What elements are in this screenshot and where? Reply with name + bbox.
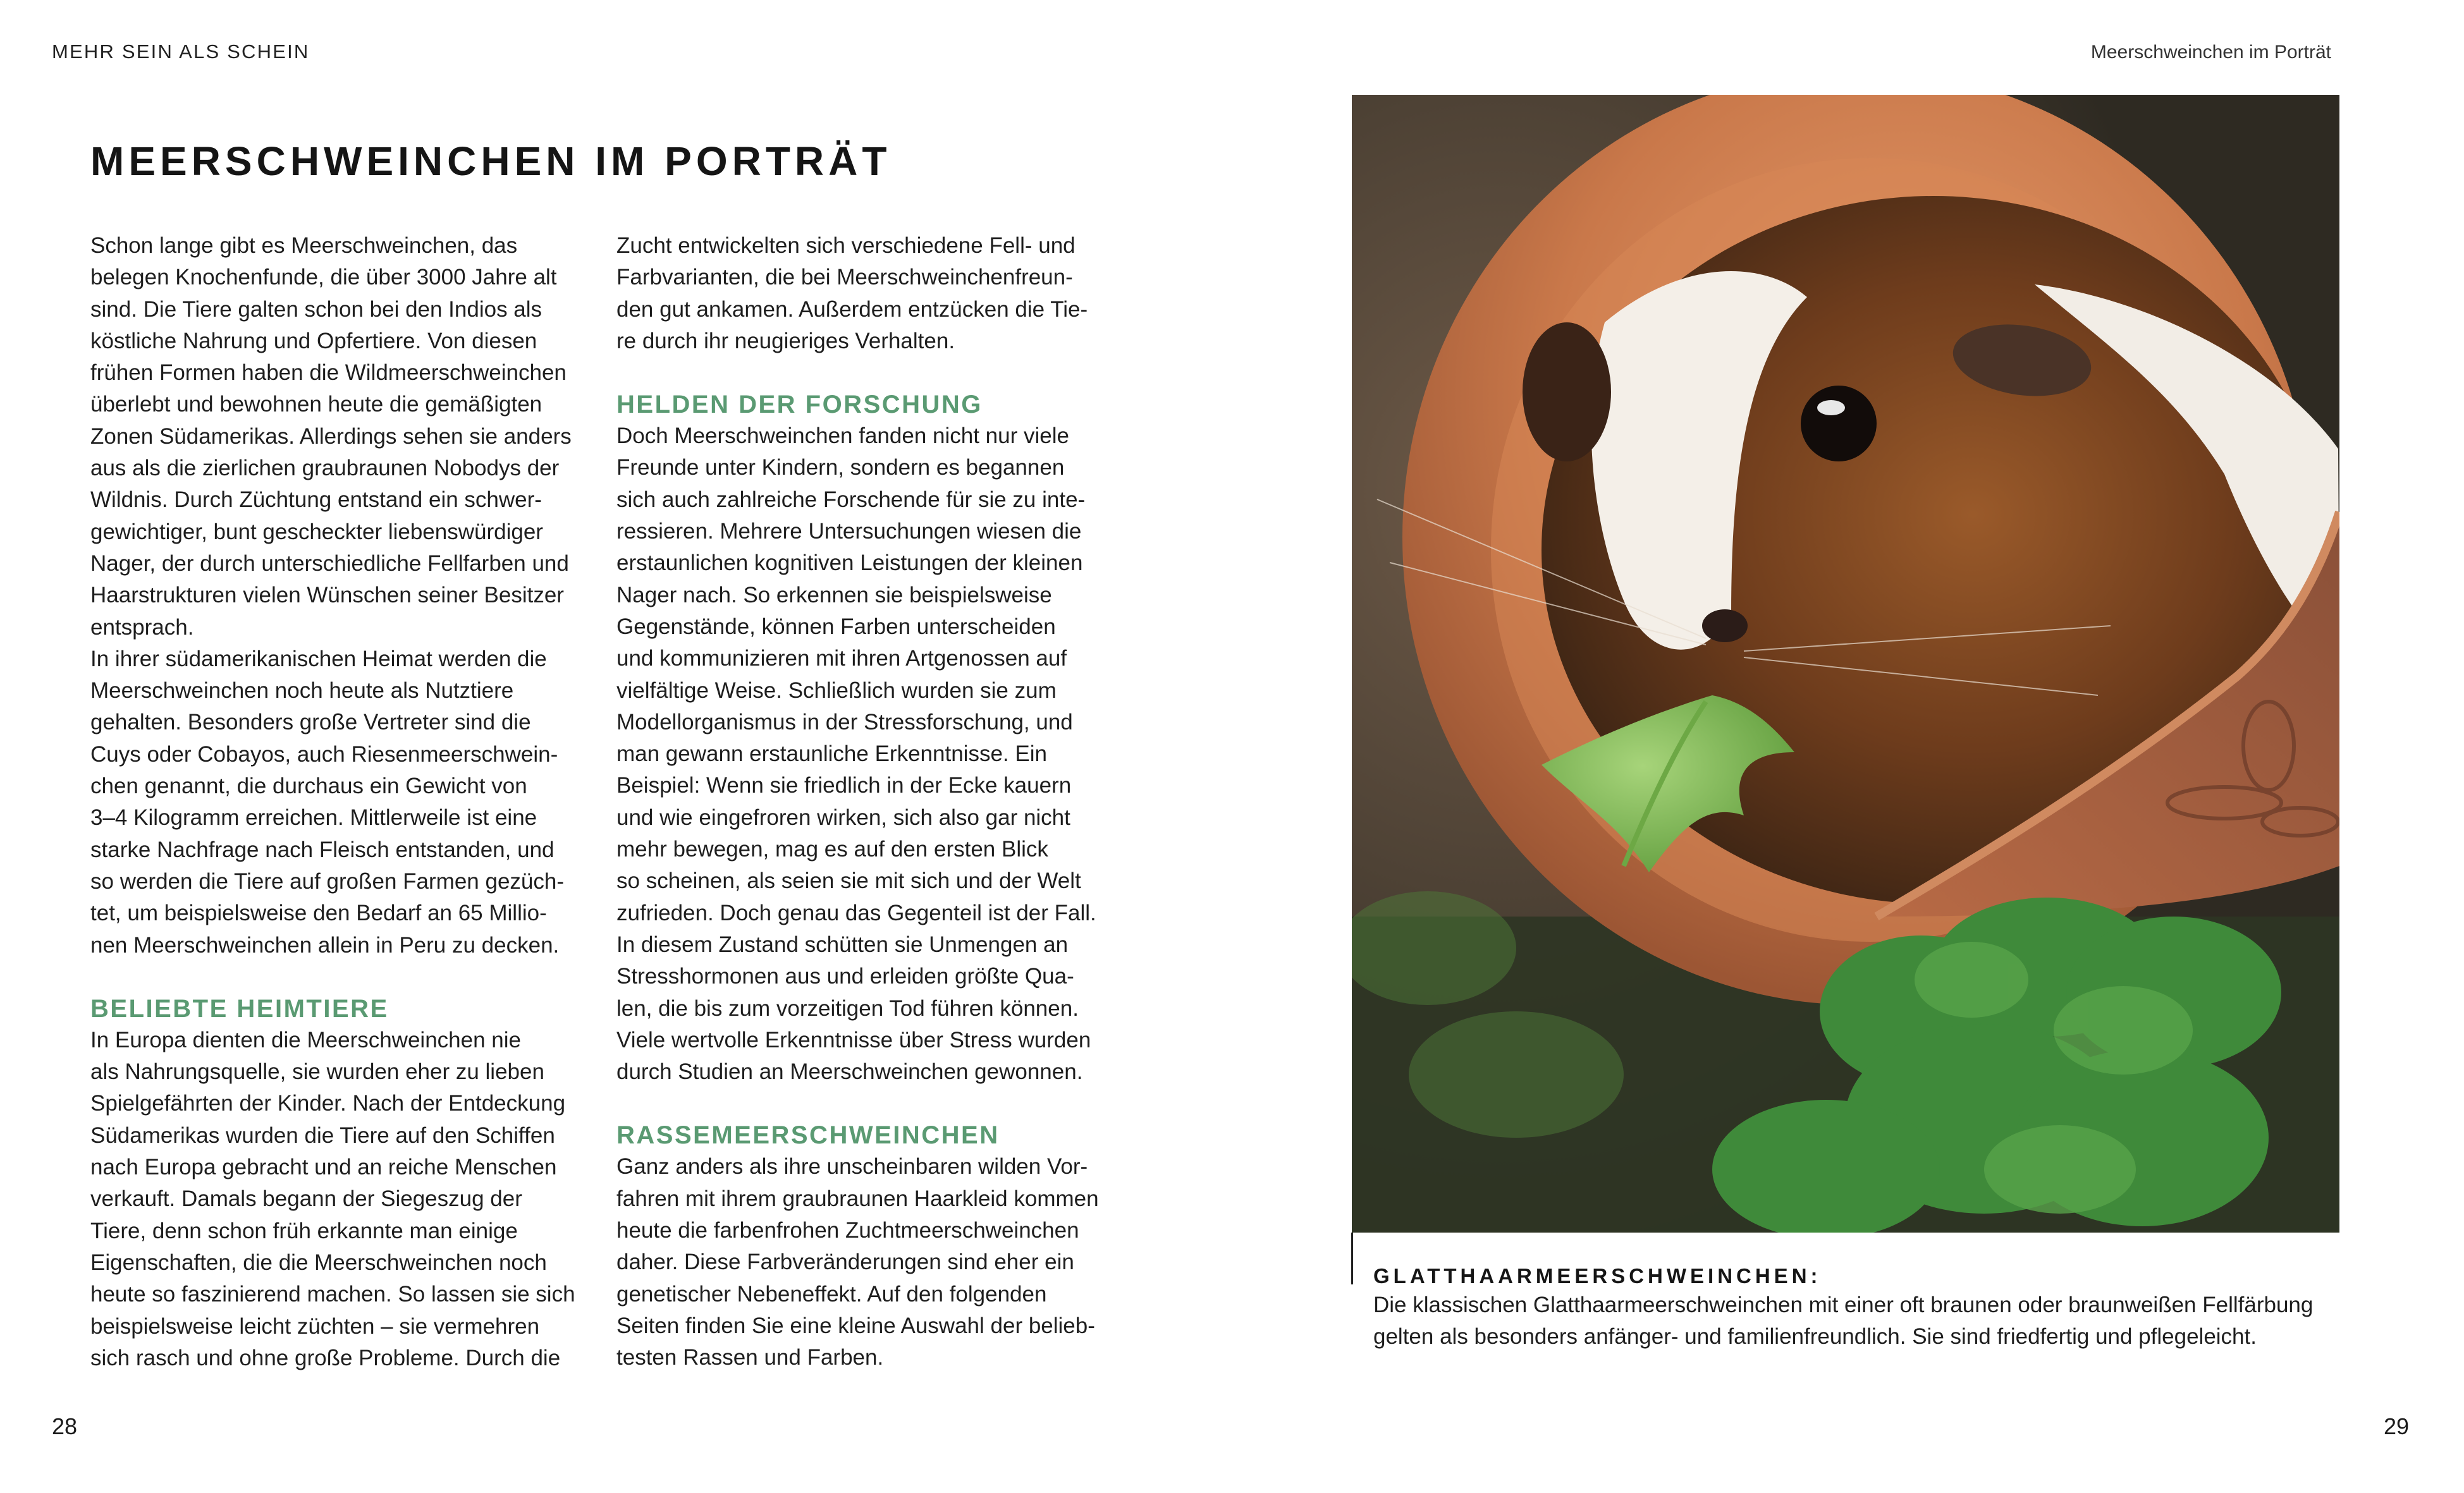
text-line: Zonen Südamerikas. Allerdings sehen sie anders [90, 424, 572, 449]
text-line: Wildnis. Durch Züchtung entstand ein schwer- [90, 487, 542, 513]
text-line: Seiten finden Sie eine kleine Auswahl der belieb- [616, 1313, 1095, 1338]
caption-line: gelten als besonders anfänger- und familienfreundlich. Sie sind friedfertig und pflegeleicht. [1373, 1324, 2257, 1349]
text-line: aus als die zierlichen graubraunen Nobodys der [90, 456, 560, 481]
text-line: len, die bis zum vorzeitigen Tod führen können. [616, 996, 1079, 1021]
text-line: als Nahrungsquelle, sie wurden eher zu lieben [90, 1059, 544, 1085]
text-line: heute so faszinierend machen. So lassen sie sich [90, 1282, 575, 1307]
section-paragraph [616, 1151, 1122, 1374]
running-head-left: MEHR SEIN ALS SCHEIN [52, 40, 310, 63]
text-line: re durch ihr neugieriges Verhalten. [616, 328, 955, 353]
text-line: Freunde unter Kindern, sondern es begannen [616, 455, 1065, 480]
text-line: Spielgefährten der Kinder. Nach der Entdeckung [90, 1091, 566, 1116]
page-title: MEERSCHWEINCHEN IM PORTRÄT [90, 138, 892, 184]
text-line: 3–4 Kilogramm erreichen. Mittlerweile ist eine [90, 805, 537, 831]
text-line: überlebt und bewohnen heute die gemäßigten [90, 392, 542, 417]
text-line: man gewann erstaunliche Erkenntnisse. Ein [616, 741, 1047, 767]
text-line: Modellorganismus in der Stressforschung, und [616, 709, 1073, 734]
left-column [90, 230, 596, 1374]
text-line: genetischer Nebeneffekt. Auf den folgenden [616, 1281, 1047, 1307]
middle-column [616, 230, 1122, 1374]
text-line: daher. Diese Farbveränderungen sind eher ein [616, 1250, 1074, 1275]
text-line: sich rasch und ohne große Probleme. Durch die [90, 1345, 561, 1370]
text-line: durch Studien an Meerschweinchen gewonnen. [616, 1059, 1083, 1085]
text-line: Cuys oder Cobayos, auch Riesenmeerschwein- [90, 741, 558, 767]
text-line: In Europa dienten die Meerschweinchen nie [90, 1027, 521, 1052]
text-line: belegen Knochenfunde, die über 3000 Jahre alt [90, 265, 557, 290]
text-line: Meerschweinchen noch heute als Nutztiere [90, 678, 514, 704]
text-line: testen Rassen und Farben. [616, 1345, 884, 1370]
running-head-right: Meerschweinchen im Porträt [2090, 42, 2331, 63]
guinea-pig-photo [1352, 95, 2339, 1233]
text-line: nach Europa gebracht und an reiche Menschen [90, 1155, 557, 1180]
text-line: Zucht entwickelten sich verschiedene Fell- und [616, 233, 1076, 258]
text-line: Doch Meerschweinchen fanden nicht nur viele [616, 424, 1069, 449]
text-line: und kommunizieren mit ihren Artgenossen auf [616, 646, 1067, 671]
page-number-left: 28 [52, 1413, 78, 1439]
caption-rule [1351, 1233, 1353, 1284]
text-line: Gegenstände, können Farben unterscheiden [616, 614, 1056, 639]
intro-paragraph [90, 230, 596, 961]
text-line: gewichtiger, bunt gescheckter liebenswürdiger [90, 519, 543, 544]
text-line: zufrieden. Doch genau das Gegenteil ist der Fall. [616, 900, 1096, 925]
text-line: Stresshormonen aus und erleiden größte Qua- [616, 964, 1074, 989]
text-line: tet, um beispielsweise den Bedarf an 65 Millio- [90, 901, 547, 926]
text-line: erstaunlichen kognitiven Leistungen der kleinen [616, 551, 1083, 576]
caption-body [1373, 1289, 2313, 1353]
text-line: Farbvarianten, die bei Meerschweinchenfreun- [616, 265, 1073, 290]
text-line: ressieren. Mehrere Untersuchungen wiesen die [616, 519, 1082, 544]
text-line: Ganz anders als ihre unscheinbaren wilden Vor- [616, 1154, 1088, 1179]
text-line: verkauft. Damals begann der Siegeszug der [90, 1186, 522, 1212]
text-line: Nager nach. So erkennen sie beispielsweise [616, 582, 1052, 607]
text-line: beispielsweise leicht züchten – sie vermehren [90, 1313, 540, 1339]
text-line: gehalten. Besonders große Vertreter sind die [90, 710, 531, 735]
section-heading-helden-der-forschung: HELDEN DER FORSCHUNG [616, 391, 983, 419]
text-line: sich auch zahlreiche Forschende für sie zu inte- [616, 487, 1086, 512]
page-number-right: 29 [2384, 1413, 2410, 1439]
text-line: den gut ankamen. Außerdem entzücken die Tie- [616, 296, 1088, 322]
text-line: und wie eingefroren wirken, sich also gar nicht [616, 805, 1070, 830]
section-heading-beliebte-heimtiere: BELIEBTE HEIMTIERE [90, 994, 389, 1023]
section-paragraph [90, 1025, 596, 1374]
text-line: Schon lange gibt es Meerschweinchen, das [90, 233, 518, 258]
continuation-paragraph [616, 230, 1122, 357]
text-line: mehr bewegen, mag es auf den ersten Blick [616, 837, 1048, 862]
text-line: Viele wertvolle Erkenntnisse über Stress wurden [616, 1027, 1091, 1052]
text-line: frühen Formen haben die Wildmeerschweinchen [90, 360, 567, 386]
text-line: fahren mit ihrem graubraunen Haarkleid kommen [616, 1186, 1099, 1211]
text-line: nen Meerschweinchen allein in Peru zu decken. [90, 932, 560, 958]
text-line: köstliche Nahrung und Opfertiere. Von diesen [90, 328, 537, 353]
text-line: Nager, der durch unterschiedliche Fellfarben und [90, 551, 569, 576]
section-heading-rassemeerschweinchen: RASSEMEERSCHWEINCHEN [616, 1121, 1000, 1150]
text-line: Beispiel: Wenn sie friedlich in der Ecke kauern [616, 773, 1072, 798]
text-line: so werden die Tiere auf großen Farmen gezüch- [90, 868, 564, 894]
text-line: entsprach. [90, 614, 194, 640]
section-paragraph [616, 420, 1122, 1088]
text-line: Südamerikas wurden die Tiere auf den Schiffen [90, 1123, 555, 1148]
guinea-pig-illustration [1352, 95, 2339, 1233]
text-line: starke Nachfrage nach Fleisch entstanden, und [90, 837, 555, 862]
text-line: Eigenschaften, die die Meerschweinchen noch [90, 1250, 547, 1275]
caption-title: GLATTHAARMEERSCHWEINCHEN: [1373, 1264, 1822, 1288]
text-line: Haarstrukturen vielen Wünschen seiner Besitzer [90, 583, 564, 608]
caption-line: Die klassischen Glatthaarmeerschweinchen mit einer oft braunen oder braunweißen Fellfärbung [1373, 1293, 2314, 1317]
text-line: In diesem Zustand schütten sie Unmengen an [616, 932, 1069, 957]
text-line: sind. Die Tiere galten schon bei den Indios als [90, 296, 542, 322]
text-line: chen genannt, die durchaus ein Gewicht von [90, 774, 527, 799]
text-line: In ihrer südamerikanischen Heimat werden die [90, 646, 547, 671]
text-line: heute die farbenfrohen Zuchtmeerschweinchen [616, 1218, 1079, 1243]
text-line: vielfältige Weise. Schließlich wurden sie zum [616, 678, 1057, 703]
text-line: Tiere, denn schon früh erkannte man einige [90, 1218, 518, 1243]
text-line: so scheinen, als seien sie mit sich und der Welt [616, 868, 1081, 894]
